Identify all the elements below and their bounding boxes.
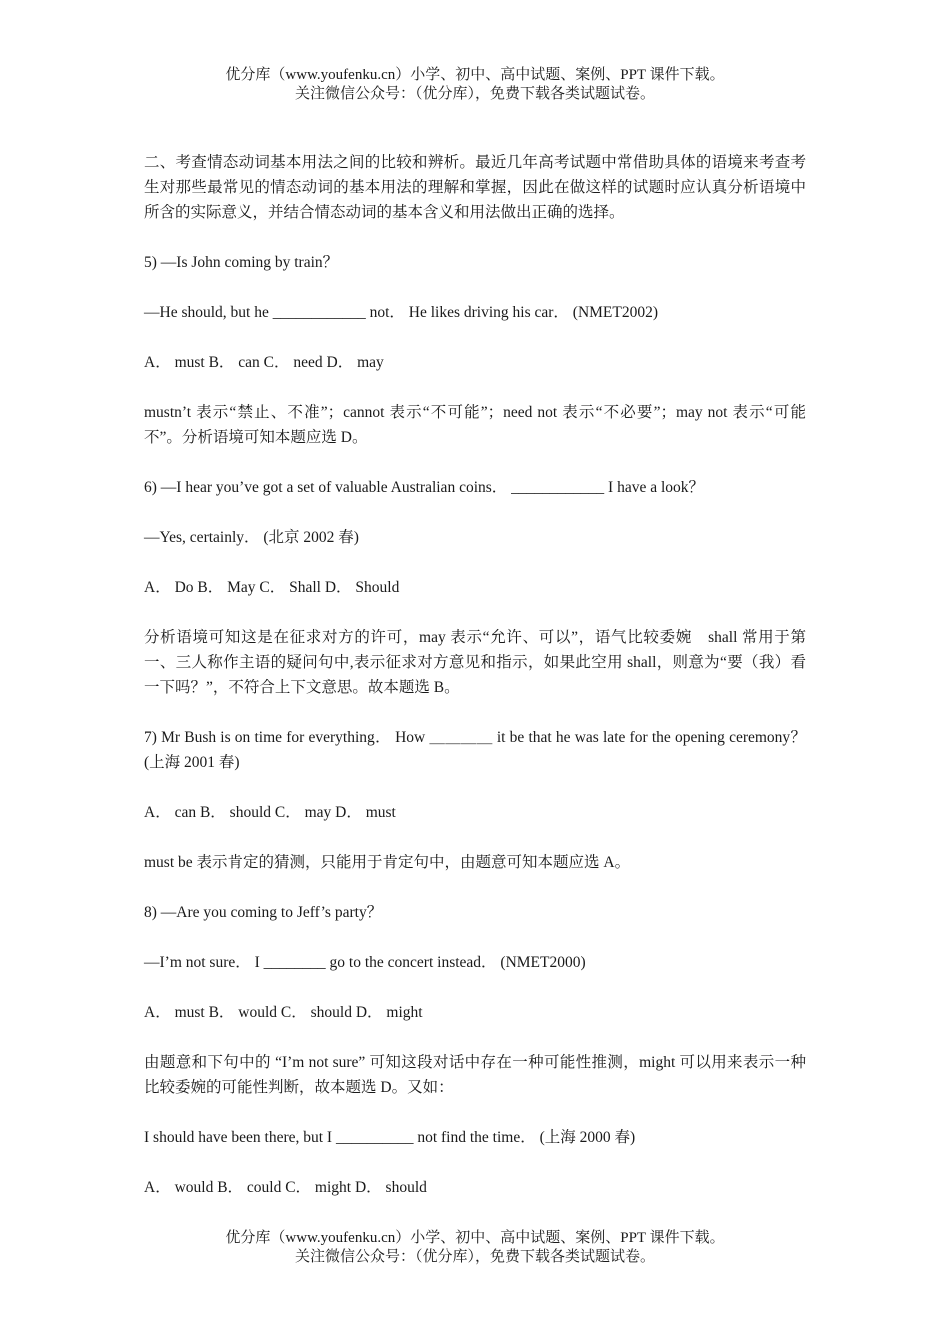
question-6-options: A． Do B． May C． Shall D． Should <box>144 579 400 596</box>
page-footer <box>0 1229 950 1267</box>
question-8-response: —I’m not sure． I ________ go to the concert instead． (NMET2000) <box>144 954 586 971</box>
question-5-response: —He should, but he ____________ not． He likes driving his car． (NMET2002) <box>144 304 659 321</box>
question-8-prompt: 8) —Are you coming to Jeff’s party？ <box>144 904 383 921</box>
question-6-prompt: 6) —I hear you’ve got a set of valuable Australian coins． ____________ I have a look？ <box>144 479 705 496</box>
header-line-2: 关注微信公众号：（优分库），免费下载各类试题试卷。 <box>294 86 655 102</box>
footer-line-1: 优分库（www.youfenku.cn）小学、初中、高中试题、案例、PPT 课件下载。 <box>225 1230 725 1246</box>
example-options: A． would B． could C． might D． should <box>144 1179 427 1196</box>
question-7-prompt: 7) Mr Bush is on time for everything． How ＿＿＿＿ it be that he was late for the opening ceremony？ (上海 2001 春) <box>144 729 806 771</box>
example-prompt: I should have been there, but I __________ not find the time． (上海 2000 春) <box>144 1129 636 1146</box>
document-body <box>144 150 806 1225</box>
question-7-options: A． can B． should C． may D． must <box>144 804 396 821</box>
question-7-explanation: must be 表示肯定的猜测，只能用于肯定句中，由题意可知本题应选 A。 <box>144 854 631 871</box>
question-6-explanation: 分析语境可知这是在征求对方的许可，may 表示“允许、可以”，语气比较委婉 shall 常用于第一、三人称作主语的疑问句中,表示征求对方意见和指示，如果此空用 shall，则意为“要（我）看一下吗？”，不符合上下文意思。故本题选 B。 <box>144 629 806 696</box>
header-line-1: 优分库（www.youfenku.cn）小学、初中、高中试题、案例、PPT 课件下载。 <box>225 67 725 83</box>
question-6-response: —Yes, certainly． (北京 2002 春) <box>144 529 359 546</box>
question-8-options: A． must B． would C． should D． might <box>144 1004 423 1021</box>
section-intro: 二、考查情态动词基本用法之间的比较和辨析。最近几年高考试题中常借助具体的语境来考查考生对那些最常见的情态动词的基本用法的理解和掌握，因此在做这样的试题时应认真分析语境中所含的实际意义，并结合情态动词的基本含义和用法做出正确的选择。 <box>144 154 806 221</box>
footer-line-2: 关注微信公众号：（优分库），免费下载各类试题试卷。 <box>294 1249 655 1265</box>
page-header <box>0 66 950 104</box>
question-8-explanation: 由题意和下句中的 “I’m not sure” 可知这段对话中存在一种可能性推测，might 可以用来表示一种比较委婉的可能性判断，故本题选 D。又如： <box>144 1054 806 1096</box>
question-5-options: A． must B． can C． need D． may <box>144 354 384 371</box>
question-5-explanation: mustn’t 表示“禁止、不准”；cannot 表示“不可能”；need not 表示“不必要”；may not 表示“可能不”。分析语境可知本题应选 D。 <box>144 404 806 446</box>
question-5-prompt: 5) —Is John coming by train？ <box>144 254 339 271</box>
